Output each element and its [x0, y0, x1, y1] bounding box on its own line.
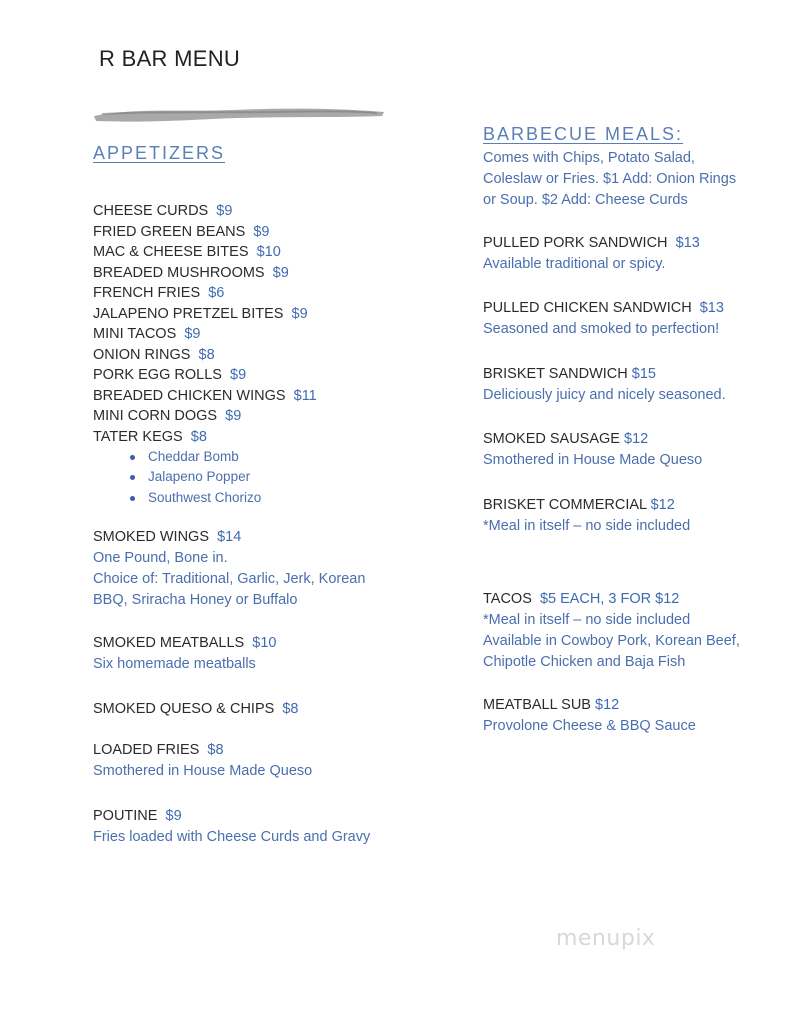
menu-item-smoked-wings: SMOKED WINGS $14 One Pound, Bone in. Choice of: Traditional, Garlic, Jerk, Korean BBQ, Sriracha Honey or Buffalo — [93, 529, 366, 608]
menu-item: TATER KEGS $8 — [93, 428, 207, 445]
bbq-intro: Comes with Chips, Potato Salad, Coleslaw or Fries. $1 Add: Onion Rings or Soup. $2 Add: Cheese Curds — [483, 150, 737, 208]
menu-item-meatball-sub: MEATBALL SUB $12 Provolone Cheese & BBQ Sauce — [483, 697, 696, 734]
menu-item: FRIED GREEN BEANS $9 — [93, 223, 270, 240]
list-item: Cheddar Bomb — [124, 447, 317, 467]
menu-item: PORK EGG ROLLS $9 — [93, 367, 247, 383]
bbq-heading: BARBECUE MEALS: — [483, 124, 684, 144]
menu-item: MINI CORN DOGS $9 — [93, 408, 242, 424]
page-title: R BAR MENU — [99, 46, 241, 71]
menu-item-loaded-fries: LOADED FRIES $8 Smothered in House Made Queso — [93, 742, 313, 779]
list-item: Jalapeno Popper — [124, 467, 317, 487]
tater-kegs-options — [124, 447, 317, 508]
menu-item: JALAPENO PRETZEL BITES $9 — [93, 305, 308, 322]
menu-item-brisket-commercial: BRISKET COMMERCIAL $12 *Meal in itself – no side included — [483, 497, 691, 534]
menu-item-pulled-chicken: PULLED CHICKEN SANDWICH $13 Seasoned and smoked to perfection! — [483, 300, 724, 337]
menu-item-pulled-pork: PULLED PORK SANDWICH $13 Available traditional or spicy. — [483, 235, 700, 272]
menu-item: ONION RINGS $8 — [93, 346, 215, 363]
menu-item: BREADED MUSHROOMS $9 — [93, 264, 289, 281]
brush-stroke-divider — [92, 104, 386, 124]
menu-item: BREADED CHICKEN WINGS $11 — [93, 387, 317, 404]
bullet-icon — [130, 475, 135, 480]
menu-item: MAC & CHEESE BITES $10 — [93, 244, 281, 260]
bullet-icon — [130, 496, 135, 501]
menu-item: CHEESE CURDS $9 — [93, 203, 233, 219]
menu-item: MINI TACOS $9 — [93, 326, 201, 342]
menu-item: FRENCH FRIES $6 — [93, 285, 225, 301]
bullet-icon — [130, 455, 135, 460]
menu-item-brisket-sandwich: BRISKET SANDWICH $15 Deliciously juicy and nicely seasoned. — [483, 366, 726, 403]
watermark-logo: menupix — [556, 926, 656, 951]
menu-item-smoked-sausage: SMOKED SAUSAGE $12 Smothered in House Made Queso — [483, 431, 703, 468]
appetizers-list — [93, 201, 317, 508]
menu-item-poutine: POUTINE $9 Fries loaded with Cheese Curds and Gravy — [93, 808, 371, 845]
menu-item-smoked-meatballs: SMOKED MEATBALLS $10 Six homemade meatballs — [93, 635, 277, 672]
menu-item-tacos: TACOS $5 EACH, 3 FOR $12 *Meal in itself – no side included Available in Cowboy Pork, Korean Beef, Chipotle Chicken and Baja Fish — [483, 591, 740, 670]
list-item: Southwest Chorizo — [124, 488, 317, 508]
menu-item-smoked-queso: SMOKED QUESO & CHIPS $8 — [93, 701, 299, 717]
appetizers-heading: APPETIZERS — [93, 143, 226, 163]
